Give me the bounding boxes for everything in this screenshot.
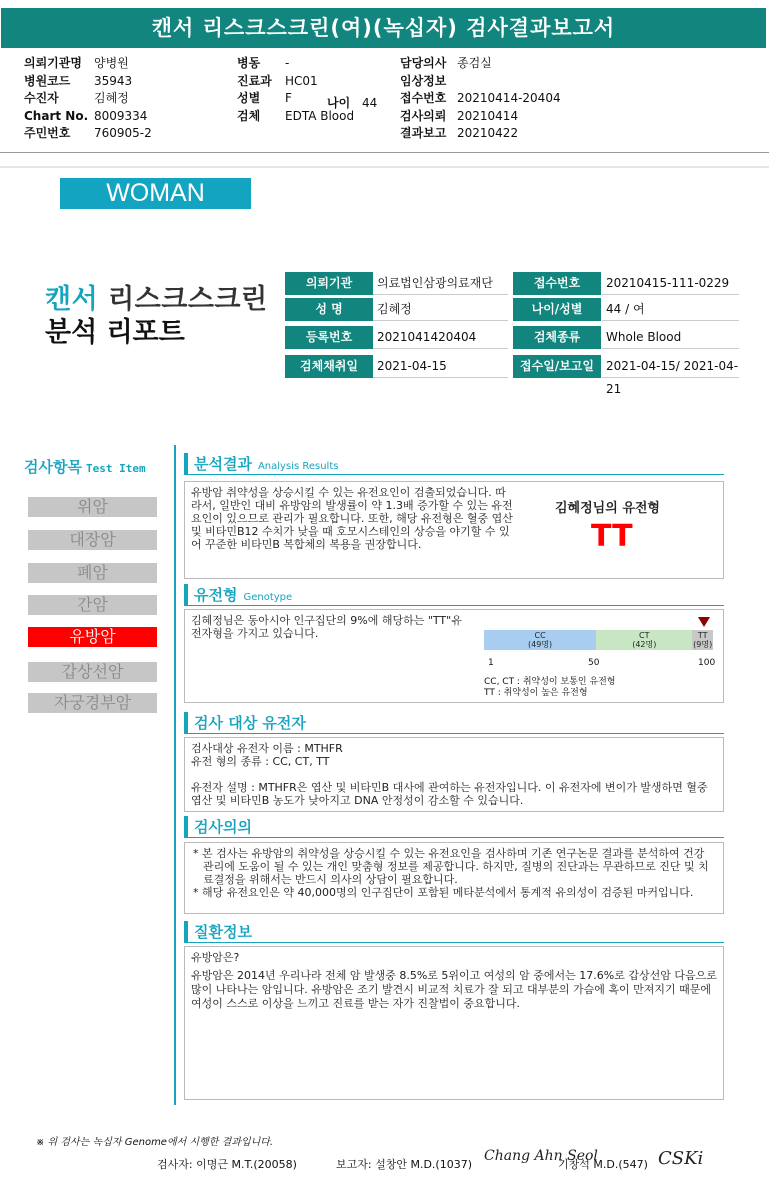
info-label: 접수번호 <box>513 272 601 295</box>
disease-section-title: 질환정보 <box>184 921 724 943</box>
genotype-bar-ct: CT (42명) <box>596 630 692 650</box>
director-signature: 기창석 M.D.(547) <box>558 1158 648 1171</box>
info-label: 검체종류 <box>513 326 601 349</box>
info-value: Whole Blood <box>602 326 739 349</box>
header-field: 주민번호 760905-2 <box>24 126 152 140</box>
woman-badge: WOMAN <box>60 178 251 209</box>
info-label: 접수일/보고일 <box>513 355 601 378</box>
genotype-box <box>184 609 724 703</box>
sidebar-title: 검사항목 Test Item <box>24 458 146 476</box>
sidebar-item-5[interactable]: 유방암 <box>28 627 157 647</box>
gene-section-title: 검사 대상 유전자 <box>184 712 724 734</box>
header-field: 수진자 김혜정 <box>24 91 129 105</box>
genotype-section-title: 유전형 Genotype <box>184 584 724 606</box>
header-field: 임상정보 <box>400 73 447 88</box>
header-field: 검사의뢰 20210414 <box>400 108 519 123</box>
info-value: 2021041420404 <box>373 326 508 349</box>
info-value: 2021-04-15 <box>373 355 508 378</box>
disease-box: 유방암은? 유방암은 2014년 우리나라 전체 암 발생중 8.5%로 5위이고 여성의 암 중에서는 17.6%로 갑상선암 다음으로 많이 나타나는 암입니다. 유방암은 조기 발견시 비교적 치료가 잘 되고 대부분의 가슴에 혹이 만져지기 때문에 여성이 스스로 이상을 느끼고 진료를 받는 자가 진찰법이 중요합니다. <box>184 946 724 1100</box>
handwritten-signature: Chang Ahn Seol <box>484 1148 598 1164</box>
sidebar-item-4[interactable]: 간암 <box>28 595 157 615</box>
header-field: 접수번호 20210414-20404 <box>400 91 561 105</box>
header-field: 성별 F <box>237 91 292 105</box>
tick-label: 1 <box>488 658 494 668</box>
meaning-section-title: 검사의의 <box>184 816 724 838</box>
info-label: 나이/성별 <box>513 298 601 321</box>
analysis-box <box>184 481 724 579</box>
handwritten-signature: CSKi <box>658 1148 704 1169</box>
header-field: 병원코드 35943 <box>24 73 133 88</box>
footer-note: ※ 위 검사는 녹십자 Genome에서 시행한 결과입니다. <box>36 1137 274 1148</box>
genotype-bar-tt: TT (9명) <box>693 631 713 649</box>
info-label: 등록번호 <box>285 326 373 349</box>
header-field: 결과보고 20210422 <box>400 126 519 140</box>
sidebar-item-3[interactable]: 폐암 <box>28 563 157 583</box>
info-label: 의뢰기관 <box>285 272 373 295</box>
reporter-signature: 보고자: 설창안 M.D.(1037) <box>336 1158 472 1171</box>
info-value: 의료법인삼광의료재단 <box>373 272 508 295</box>
analysis-text: 유방암 취약성을 상승시킬 수 있는 유전요인이 검출되었습니다. 따라서, 일반인 대비 유방암의 발생률이 약 1.3배 증가할 수 있는 유전요인이 있으므로 관리가 필요합니다. 또한, 해당 유전형은 혈중 엽산 및 비타민B12 수치가 낮을 때 호모시스테인의 상승을 야기할 수 있어 꾸준한 비타민B 복합체의 복용을 권장합니다. <box>191 486 513 551</box>
report-title: 캔서 리스크스크린(여)(녹십자) 검사결과보고서 <box>1 8 766 48</box>
tick-label: 100 <box>698 658 716 668</box>
sidebar-item-7[interactable]: 자궁경부암 <box>28 693 157 713</box>
age-field: 나이 44 <box>327 96 378 110</box>
sidebar-item-2[interactable]: 대장암 <box>28 530 157 550</box>
header-field: 진료과 HC01 <box>237 73 318 88</box>
info-value: 44 / 여 <box>602 298 739 321</box>
info-label: 성 명 <box>285 298 373 321</box>
info-value: 김혜정 <box>373 298 508 321</box>
info-value: 20210415-111-0229 <box>602 272 739 295</box>
header-field: Chart No. 8009334 <box>24 108 148 123</box>
gene-box: 검사대상 유전자 이름 : MTHFR 유전 형의 종류 : CC, CT, TT 유전자 설명 : MTHFR은 엽산 및 비타민B 대사에 관여하는 유전자입니다. 이 유전자에 변이가 발생하면 혈중 엽산 및 비타민B 농도가 낮아지고 DNA 안정성이 감소할 수 있습니다. <box>184 737 724 812</box>
header-field: 병동 - <box>237 56 290 70</box>
header-field: 검체 EDTA Blood <box>237 108 355 123</box>
result-caption: 김혜정님의 유전형 <box>555 501 660 516</box>
tick-label: 50 <box>588 658 600 668</box>
analysis-section-title: 분석결과 Analysis Results <box>184 453 724 475</box>
genotype-text: 김혜정님은 동아시아 인구집단의 9%에 해당하는 "TT"유전자형을 가지고 있습니다. <box>191 614 462 640</box>
sidebar-item-6[interactable]: 갑상선암 <box>28 662 157 682</box>
divider <box>0 152 769 153</box>
divider <box>0 166 769 168</box>
brand-subtitle: 분석 리포트 <box>45 317 185 348</box>
header-field: 담당의사 종검실 <box>400 56 492 70</box>
tester-signature: 검사자: 이명근 M.T.(20058) <box>157 1158 297 1171</box>
genotype-bar-cc: CC (49명) <box>484 630 596 650</box>
result-genotype: TT <box>591 519 633 554</box>
info-label: 검체채취일 <box>285 355 373 378</box>
sidebar-divider <box>174 445 176 1105</box>
info-value: 2021-04-15/ 2021-04-21 <box>602 355 739 378</box>
meaning-box: * 본 검사는 유방암의 취약성을 상승시킬 수 있는 유전요인을 검사하며 기존 연구논문 결과를 분석하여 건강 관리에 도움이 될 수 있는 개인 맞춤형 정보를 제공합니다. 하지만, 질병의 진단과는 무관하므로 진단 및 치료결정을 위해서는 반드시 의사의 상담이 필요합니다. * 해당 유전요인은 약 40,000명의 인구집단이 포함된 메타분석에서 통계적 유의성이 검증된 마커입니다. <box>184 842 724 914</box>
sidebar-item-1[interactable]: 위암 <box>28 497 157 517</box>
header-field: 의뢰기관명 양병원 <box>24 56 129 70</box>
genotype-legend: CC, CT : 취약성이 보통인 유전형 TT : 취약성이 높은 유전형 <box>484 677 616 698</box>
brand-title: 캔서 리스크스크린 <box>45 284 268 315</box>
marker-arrow-icon <box>698 617 710 627</box>
